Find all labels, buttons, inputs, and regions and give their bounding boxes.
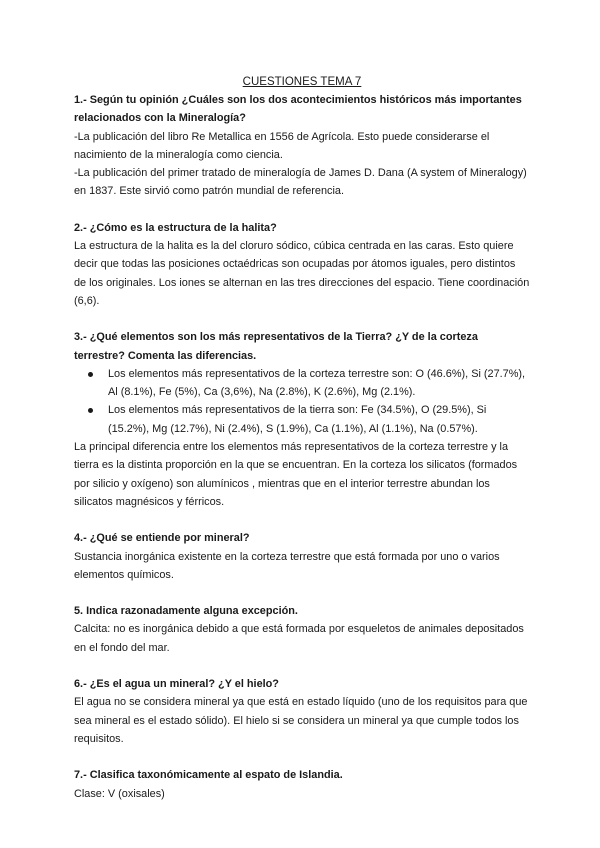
question-heading: 4.- ¿Qué se entiende por mineral? bbox=[74, 532, 250, 545]
question-heading: 6.- ¿Es el agua un mineral? ¿Y el hielo? bbox=[74, 678, 279, 691]
answer-paragraph: La principal diferencia entre los elementos más representativos de la corteza terrestre y la tierra es la distinta proporción en la que se encuentran. En la corteza los silicatos (formados por silicio y oxígeno) son alumínicos , mientras que en el interior terrestre abundan los silicatos magnésicos y férricos. bbox=[74, 441, 518, 508]
answer-paragraph: Clase: V (oxisales) bbox=[74, 787, 165, 800]
question-section-6 bbox=[74, 675, 530, 748]
answer-paragraph: La estructura de la halita es la del cloruro sódico, cúbica centrada en las caras. Esto quiere decir que todas las posiciones octaédricas son ocupadas por átomos iguales, pero distintos de los originales. Los iones se alternan en las tres direcciones del espacio. Tiene coordinación (6,6). bbox=[74, 240, 530, 307]
question-section-4 bbox=[74, 529, 530, 584]
question-section-1 bbox=[74, 91, 530, 201]
answer-paragraph: El agua no se considera mineral ya que está en estado líquido (uno de los requisitos para que sea mineral es el estado sólido). El hielo si se considera un mineral ya que cumple todos los requisitos. bbox=[74, 696, 528, 745]
question-section-7 bbox=[74, 766, 530, 803]
document-page bbox=[74, 73, 530, 821]
answer-paragraph: Sustancia inorgánica existente en la corteza terrestre que está formada por uno o varios elementos químicos. bbox=[74, 550, 500, 581]
question-section-2 bbox=[74, 219, 530, 310]
list-item: Los elementos más representativos de la tierra son: Fe (34.5%), O (29.5%), Si (15.2%), Mg (12.7%), Ni (2.4%), S (1.9%), Ca (1.1%), Al (1.1%), Na (0.57%). bbox=[108, 401, 530, 438]
question-heading: 7.- Clasifica taxonómicamente al espato de Islandia. bbox=[74, 769, 343, 782]
answer-paragraph: Calcita: no es inorgánica debido a que está formada por esqueletos de animales depositados en el fondo del mar. bbox=[74, 623, 524, 654]
answer-paragraph: -La publicación del primer tratado de mineralogía de James D. Dana (A system of Mineralogy) en 1837. Este sirvió como patrón mundial de referencia. bbox=[74, 167, 527, 198]
list-item: Los elementos más representativos de la corteza terrestre son: O (46.6%), Si (27.7%), Al (8.1%), Fe (5%), Ca (3,6%), Na (2.8%), K (2.6%), Mg (2.1%). bbox=[108, 365, 530, 402]
page-title: CUESTIONES TEMA 7 bbox=[242, 76, 362, 88]
question-heading: 2.- ¿Cómo es la estructura de la halita? bbox=[74, 221, 277, 234]
answer-paragraph: -La publicación del libro Re Metallica en 1556 de Agrícola. Esto puede considerarse el nacimiento de la mineralogía como ciencia. bbox=[74, 130, 490, 161]
question-heading: 3.- ¿Qué elementos son los más representativos de la Tierra? ¿Y de la corteza terrestre? Comenta las diferencias. bbox=[74, 331, 478, 362]
question-heading: 1.- Según tu opinión ¿Cuáles son los dos acontecimientos históricos más importantes relacionados con la Mineralogía? bbox=[74, 94, 522, 125]
question-section-3 bbox=[74, 328, 530, 511]
question-section-5 bbox=[74, 602, 530, 657]
question-heading: 5. Indica razonadamente alguna excepción. bbox=[74, 605, 298, 618]
bullet-list bbox=[74, 365, 530, 438]
